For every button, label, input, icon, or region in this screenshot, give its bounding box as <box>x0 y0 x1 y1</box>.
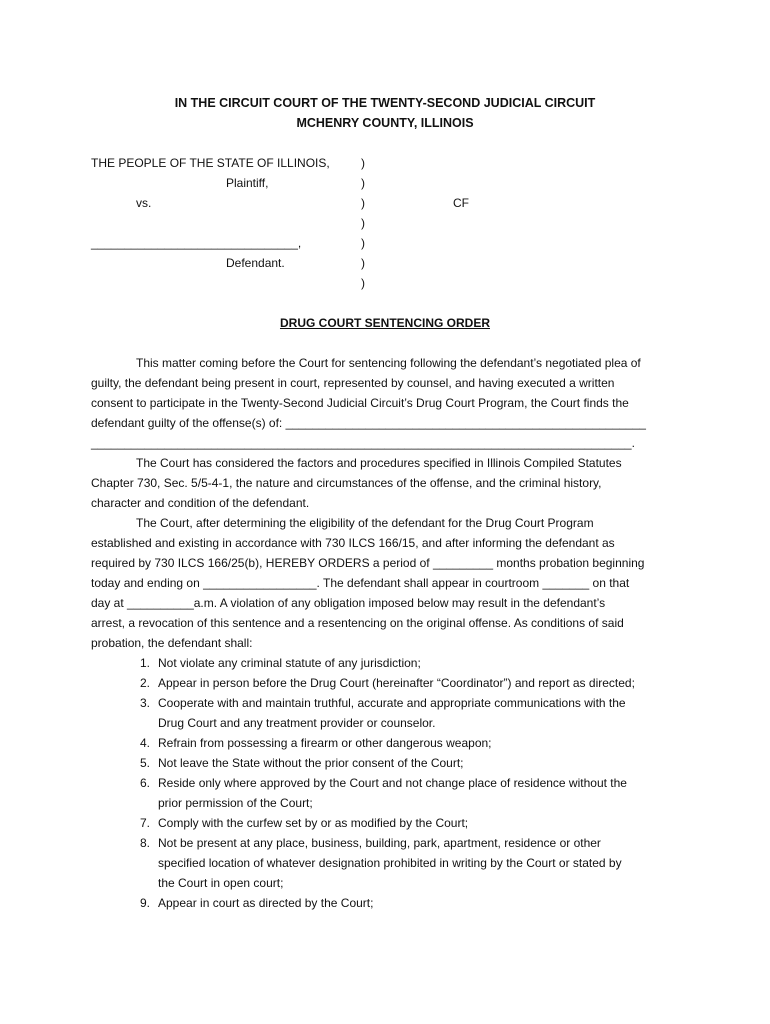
probation-period-line: required by 730 ILCS 166/25(b), HEREBY ORDERS a period of _________ months probation beginning <box>91 556 645 570</box>
caption-vs: vs. <box>136 196 152 210</box>
list-number: 1. <box>139 656 150 670</box>
list-number: 7. <box>139 816 150 830</box>
body-line: The Court, after determining the eligibility of the defendant for the Drug Court Program <box>136 516 594 530</box>
caption-paren: ) <box>361 276 365 290</box>
body-line: guilty, the defendant being present in court, represented by counsel, and having executed a written <box>91 376 615 390</box>
list-number: 3. <box>139 696 150 710</box>
list-item-cont: prior permission of the Court; <box>158 796 313 810</box>
list-item: Refrain from possessing a firearm or other dangerous weapon; <box>158 736 492 750</box>
list-number: 5. <box>139 756 150 770</box>
body-line: The Court has considered the factors and procedures specified in Illinois Compiled Statutes <box>136 456 622 470</box>
list-item: Not leave the State without the prior consent of the Court; <box>158 756 464 770</box>
list-number: 2. <box>139 676 150 690</box>
list-item: Reside only where approved by the Court and not change place of residence without the <box>158 776 627 790</box>
appearance-time-line: day at __________a.m. A violation of any obligation imposed below may result in the defendant’s <box>91 596 606 610</box>
caption-paren: ) <box>361 196 365 210</box>
list-item: Cooperate with and maintain truthful, accurate and appropriate communications with the <box>158 696 626 710</box>
body-line: Chapter 730, Sec. 5/5-4-1, the nature and circumstances of the offense, and the criminal history, <box>91 476 602 490</box>
list-number: 9. <box>139 896 150 910</box>
list-item: Appear in court as directed by the Court; <box>158 896 374 910</box>
list-item-cont: the Court in open court; <box>158 876 284 890</box>
caption-paren: ) <box>361 176 365 190</box>
list-number: 8. <box>139 836 150 850</box>
caption-defendant-blank: _______________________________, <box>91 236 302 250</box>
body-line: arrest, a revocation of this sentence and a resentencing on the original offense. As conditions of said <box>91 616 624 630</box>
case-number-prefix: CF <box>453 196 469 210</box>
list-item: Not violate any criminal statute of any jurisdiction; <box>158 656 421 670</box>
caption-paren: ) <box>361 156 365 170</box>
county-heading: MCHENRY COUNTY, ILLINOIS <box>296 116 474 130</box>
caption-paren: ) <box>361 256 365 270</box>
list-item-cont: specified location of whatever designation prohibited in writing by the Court or stated by <box>158 856 622 870</box>
list-item: Not be present at any place, business, building, park, apartment, residence or other <box>158 836 601 850</box>
body-line: character and condition of the defendant. <box>91 496 310 510</box>
caption-paren: ) <box>361 216 365 230</box>
list-item: Comply with the curfew set by or as modified by the Court; <box>158 816 469 830</box>
offense-line: defendant guilty of the offense(s) of: ______________________________________________________ <box>91 416 646 430</box>
body-line: This matter coming before the Court for sentencing following the defendant’s negotiated plea of <box>136 356 641 370</box>
list-number: 4. <box>139 736 150 750</box>
body-line: established and existing in accordance with 730 ILCS 166/15, and after informing the defendant as <box>91 536 615 550</box>
offense-line: _________________________________________________________________________________. <box>91 436 635 450</box>
court-heading: IN THE CIRCUIT COURT OF THE TWENTY-SECOND JUDICIAL CIRCUIT <box>174 96 596 110</box>
list-number: 6. <box>139 776 150 790</box>
body-line: probation, the defendant shall: <box>91 636 253 650</box>
list-item-cont: Drug Court and any treatment provider or counselor. <box>158 716 436 730</box>
caption-people: THE PEOPLE OF THE STATE OF ILLINOIS, <box>91 156 330 170</box>
list-item: Appear in person before the Drug Court (hereinafter “Coordinator”) and report as directed; <box>158 676 635 690</box>
caption-plaintiff: Plaintiff, <box>226 176 269 190</box>
caption-defendant: Defendant. <box>226 256 285 270</box>
caption-paren: ) <box>361 236 365 250</box>
probation-end-line: today and ending on _________________. The defendant shall appear in courtroom _______ on that <box>91 576 630 590</box>
body-line: consent to participate in the Twenty-Second Judicial Circuit’s Drug Court Program, the Court finds the <box>91 396 629 410</box>
order-title: DRUG COURT SENTENCING ORDER <box>279 316 490 330</box>
